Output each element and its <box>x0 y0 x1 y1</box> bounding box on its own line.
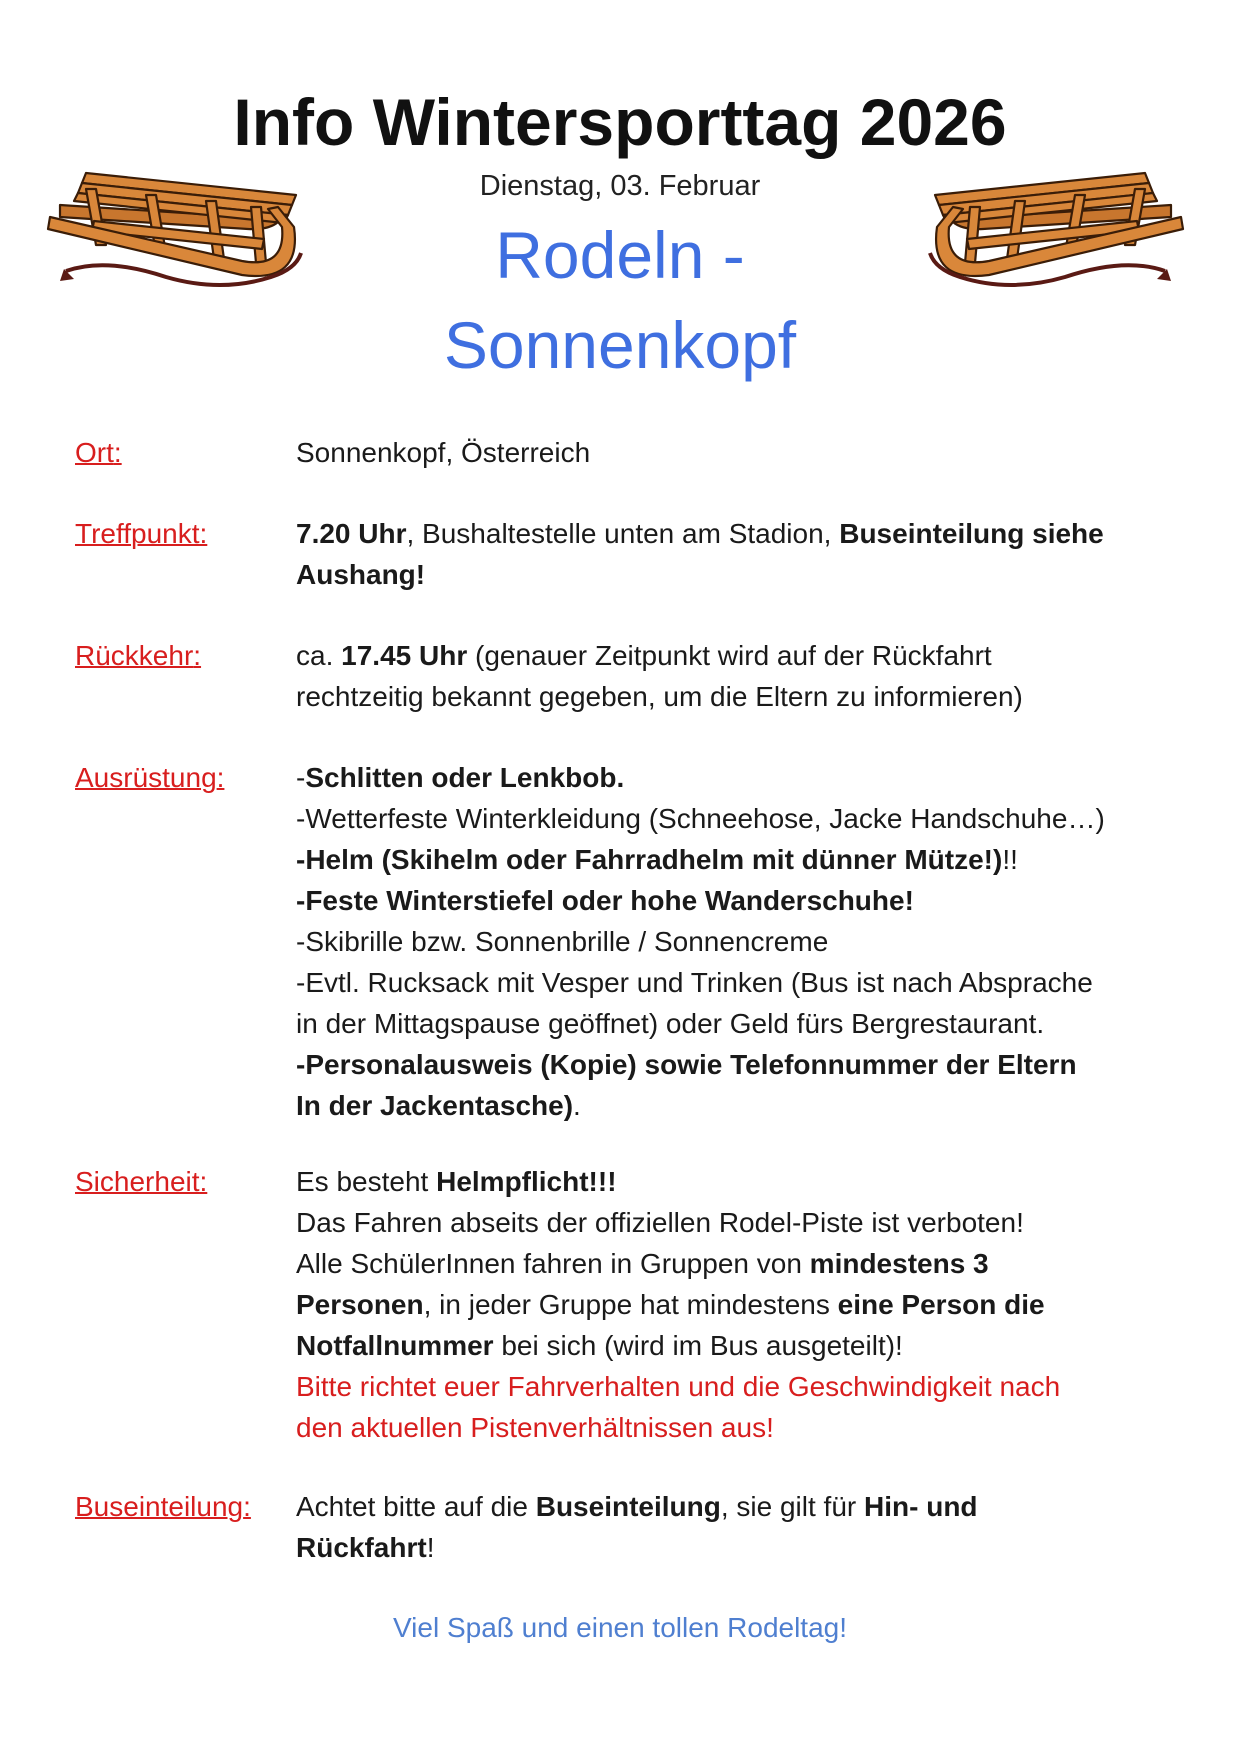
section-content <box>296 1486 1196 1568</box>
section-label: Ort: <box>75 437 122 468</box>
equipment-item: -Helm (Skihelm oder Fahrradhelm mit dünner Mütze!)!! <box>296 844 1018 875</box>
safety-line: Personen, in jeder Gruppe hat mindestens eine Person die <box>296 1289 1045 1320</box>
ort-text: Sonnenkopf, Österreich <box>296 437 591 468</box>
equipment-item: -Feste Winterstiefel oder hohe Wanderschuhe! <box>296 885 914 916</box>
safety-warning: Bitte richtet euer Fahrverhalten und die Geschwindigkeit nach <box>296 1371 1061 1402</box>
safety-line: Es besteht Helmpflicht!!! <box>296 1166 617 1197</box>
section-label: Rückkehr: <box>75 640 202 671</box>
section-label: Sicherheit: <box>75 1166 208 1197</box>
section-content <box>296 1161 1196 1448</box>
section-content <box>296 513 1196 595</box>
bus-line-2: Rückfahrt! <box>296 1532 435 1563</box>
event-date: Dienstag, 03. Februar <box>479 170 761 202</box>
section-content <box>296 432 1196 473</box>
section-content <box>296 757 1196 1126</box>
section-label: Buseinteilung: <box>75 1491 251 1522</box>
subtitle-line-2: Sonnenkopf <box>443 308 797 382</box>
safety-line: Alle SchülerInnen fahren in Gruppen von mindestens 3 <box>296 1248 989 1279</box>
treffpunkt-line-1: 7.20 Uhr, Bushaltestelle unten am Stadion, Buseinteilung siehe <box>296 518 1104 549</box>
section-label: Ausrüstung: <box>75 762 225 793</box>
safety-warning: den aktuellen Pistenverhältnissen aus! <box>296 1412 774 1443</box>
equipment-item: -Schlitten oder Lenkbob. <box>296 762 625 793</box>
equipment-item-cont: in der Mittagspause geöffnet) oder Geld fürs Bergrestaurant. <box>296 1008 1045 1039</box>
event-subtitle <box>0 210 1240 390</box>
subtitle-line-1: Rodeln - <box>495 218 745 292</box>
equipment-item: -Personalausweis (Kopie) sowie Telefonnummer der Eltern <box>296 1049 1077 1080</box>
safety-line: Notfallnummer bei sich (wird im Bus ausgeteilt)! <box>296 1330 903 1361</box>
treffpunkt-line-2: Aushang! <box>296 559 426 590</box>
rueckkehr-line-2: rechtzeitig bekannt gegeben, um die Eltern zu informieren) <box>296 681 1023 712</box>
safety-line: Das Fahren abseits der offiziellen Rodel-Piste ist verboten! <box>296 1207 1024 1238</box>
equipment-item-cont: In der Jackentasche). <box>296 1090 581 1121</box>
page-title: Info Wintersporttag 2026 <box>233 85 1007 159</box>
bus-line-1: Achtet bitte auf die Buseinteilung, sie gilt für Hin- und <box>296 1491 978 1522</box>
closing-message: Viel Spaß und einen tollen Rodeltag! <box>392 1612 848 1643</box>
equipment-item: -Skibrille bzw. Sonnenbrille / Sonnencreme <box>296 926 829 957</box>
rueckkehr-line-1: ca. 17.45 Uhr (genauer Zeitpunkt wird auf der Rückfahrt <box>296 640 992 671</box>
section-content <box>296 635 1196 717</box>
equipment-item: -Wetterfeste Winterkleidung (Schneehose, Jacke Handschuhe…) <box>296 803 1105 834</box>
equipment-item: -Evtl. Rucksack mit Vesper und Trinken (Bus ist nach Absprache <box>296 967 1093 998</box>
section-label: Treffpunkt: <box>75 518 208 549</box>
